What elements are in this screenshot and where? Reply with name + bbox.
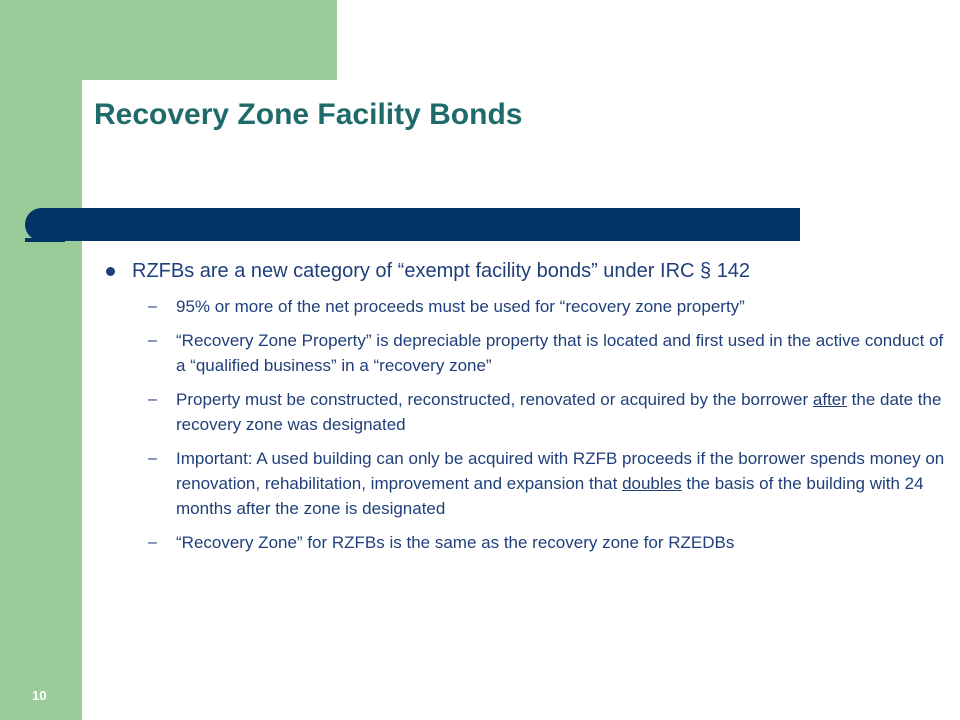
top-accent-block — [82, 0, 337, 80]
underlined-word: after — [812, 390, 847, 409]
slide-body — [104, 258, 954, 564]
sub-bullet — [104, 387, 954, 437]
title-divider-bar — [25, 208, 800, 241]
bullet-dot-icon — [106, 267, 115, 276]
dash-marker: – — [148, 534, 157, 551]
sub-bullet-text-start: Important: A used building can only be acquired with RZFB proceeds if the borrower spends money on renovation, rehabilitation, improvement and expansion that — [176, 449, 945, 493]
dash-marker: – — [148, 391, 157, 408]
sub-bullet-text: “Recovery Zone Property” is depreciable property that is located and first used in the active conduct of a “qualified business” in a “recovery zone” — [176, 331, 944, 375]
page-number: 10 — [32, 688, 47, 703]
dash-marker: – — [148, 332, 157, 349]
underlined-word: doubles — [622, 474, 682, 493]
sub-bullet-text: “Recovery Zone” for RZFBs is the same as the recovery zone for RZEDBs — [176, 533, 735, 552]
dash-marker: – — [148, 450, 157, 467]
dash-marker: – — [148, 298, 157, 315]
sub-bullet — [104, 328, 954, 378]
sub-bullet-text-end: the date the recovery zone was designated — [176, 390, 942, 434]
main-bullet-text: RZFBs are a new category of “exempt facility bonds” under IRC § 142 — [132, 260, 751, 282]
sub-bullet-text-end: the basis of the building with 24 months after the zone is designated — [176, 474, 924, 518]
sub-bullet-text-start: Property must be constructed, reconstructed, renovated or acquired by the borrower — [176, 390, 813, 409]
sub-bullet-text: 95% or more of the net proceeds must be used for “recovery zone property” — [176, 297, 745, 316]
slide-title: Recovery Zone Facility Bonds — [94, 98, 523, 131]
main-bullet — [104, 258, 954, 284]
divider-bar-tail — [25, 238, 65, 242]
sub-bullet — [104, 530, 954, 555]
sub-bullet — [104, 294, 954, 319]
left-accent-strip — [0, 0, 82, 720]
sub-bullet — [104, 446, 954, 521]
